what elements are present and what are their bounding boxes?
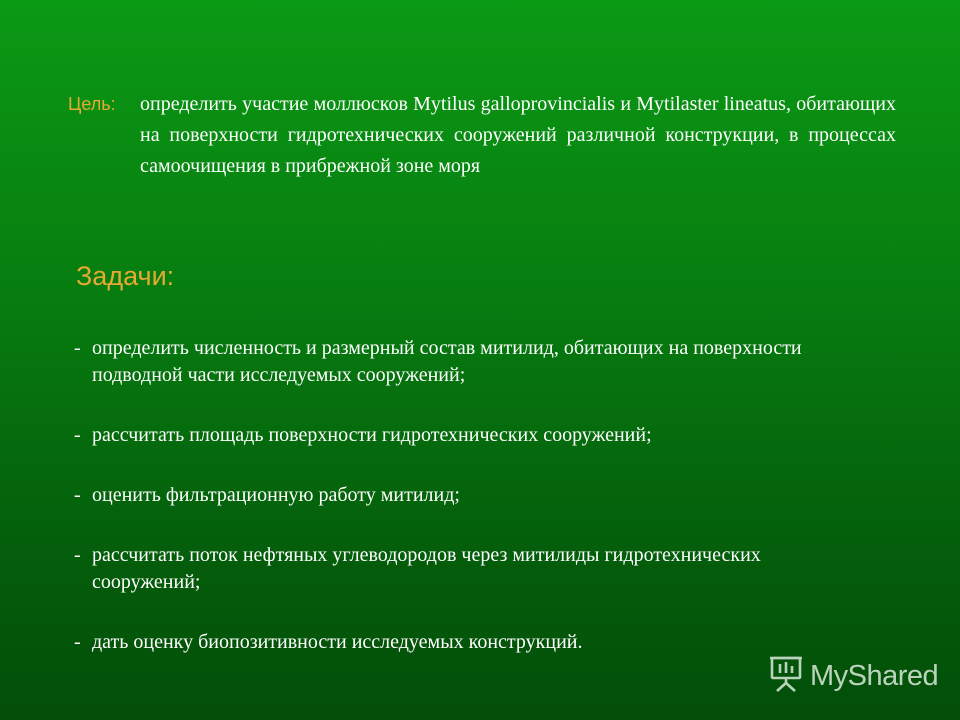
task-text: рассчитать площадь поверхности гидротехнических сооружений; xyxy=(92,424,652,446)
goal-block xyxy=(68,89,896,182)
task-bullet: - xyxy=(74,424,81,446)
watermark-logo[interactable] xyxy=(768,655,938,698)
task-bullet: - xyxy=(74,337,81,359)
task-item xyxy=(74,542,854,596)
task-text: определить численность и размерный состав митилид, обитающих на поверхности подводной части исследуемых сооружений; xyxy=(92,337,802,386)
task-bullet: - xyxy=(74,631,81,653)
watermark-text: MyShared xyxy=(810,660,939,692)
projector-screen-icon xyxy=(768,655,810,698)
task-item xyxy=(74,629,854,656)
tasks-title: Задачи: xyxy=(76,261,175,291)
task-item xyxy=(74,482,854,509)
task-item xyxy=(74,422,854,449)
task-bullet: - xyxy=(74,484,81,506)
task-text: рассчитать поток нефтяных углеводородов через митилиды гидротехнических сооружений; xyxy=(92,544,761,593)
task-bullet: - xyxy=(74,544,81,566)
tasks-list xyxy=(74,335,854,689)
task-text: дать оценку биопозитивности исследуемых конструкций. xyxy=(92,631,583,653)
goal-text: определить участие моллюсков Mytilus galloprovincialis и Mytilaster lineatus, обитающих на поверхности гидротехнических сооружений различной конструкции, в процессах самоочищения в прибрежной зоне моря xyxy=(140,93,896,177)
goal-label: Цель: xyxy=(68,94,116,114)
task-item xyxy=(74,335,854,389)
task-text: оценить фильтрационную работу митилид; xyxy=(92,484,460,506)
